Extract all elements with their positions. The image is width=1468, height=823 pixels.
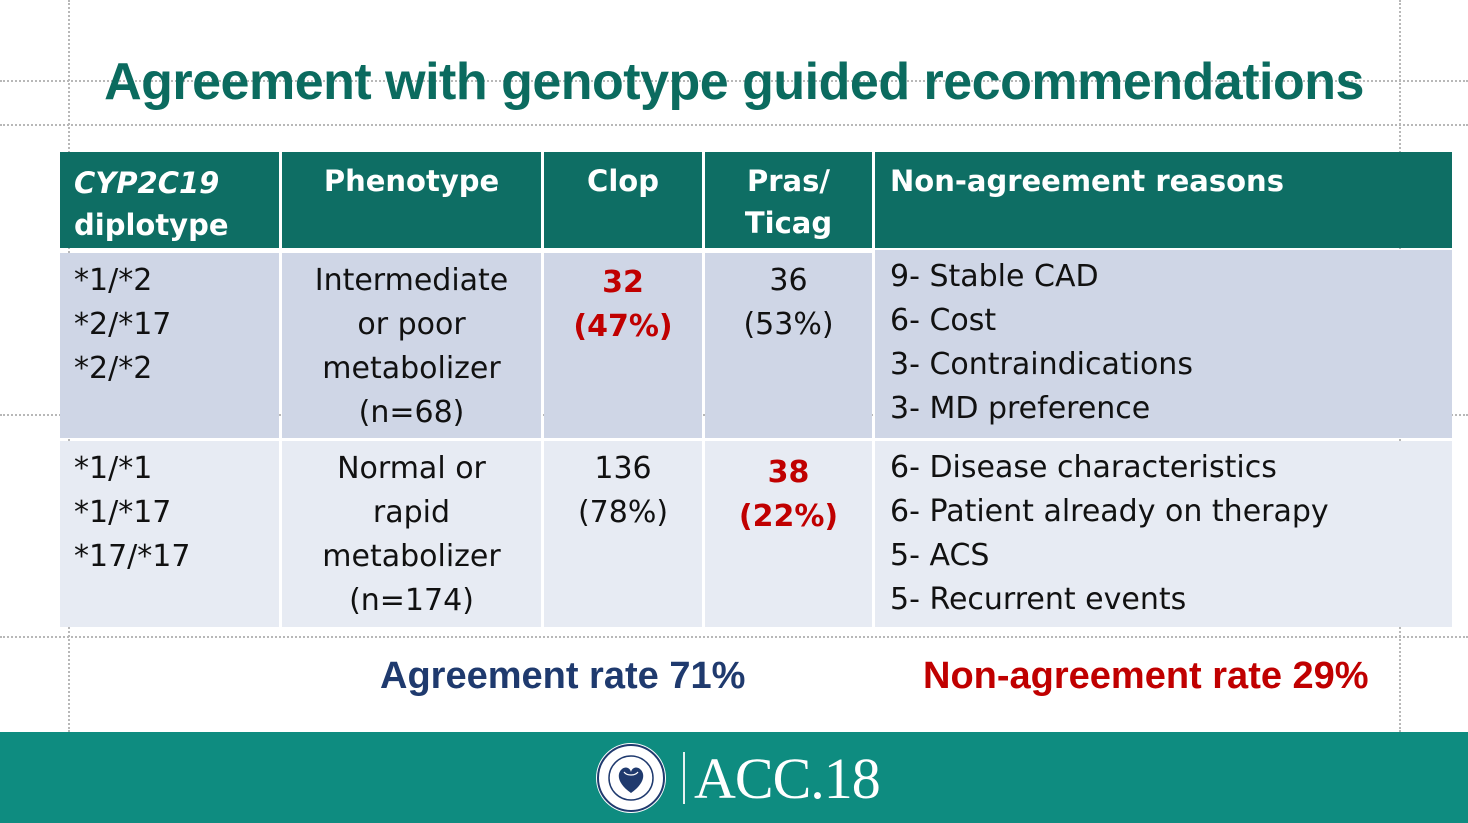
pras-percent: (22%) bbox=[738, 499, 839, 534]
row2-pras bbox=[705, 441, 872, 627]
phenotype-line: or poor bbox=[357, 307, 466, 342]
diplotype-value: *1/*2 bbox=[74, 263, 153, 298]
agreement-rate: Agreement rate 71% bbox=[380, 655, 746, 697]
pras-percent: (53%) bbox=[743, 307, 834, 342]
pras-count: 38 bbox=[767, 455, 810, 490]
acc-seal-icon bbox=[594, 741, 668, 815]
row1-pras bbox=[705, 253, 872, 438]
phenotype-line: Normal or bbox=[337, 451, 486, 486]
grid-line bbox=[0, 124, 1468, 126]
reason-item: 5- Recurrent events bbox=[890, 582, 1187, 617]
row1-phenotype bbox=[282, 253, 541, 438]
phenotype-count: (n=174) bbox=[349, 583, 474, 618]
reason-item: 6- Disease characteristics bbox=[890, 450, 1277, 485]
reason-item: 3- MD preference bbox=[890, 391, 1151, 426]
header-pras-ticag bbox=[705, 152, 872, 248]
row1-diplotypes bbox=[60, 253, 279, 438]
header-ticag: Ticag bbox=[744, 206, 833, 240]
clop-count: 136 bbox=[594, 451, 652, 486]
row1-clop bbox=[544, 253, 702, 438]
page-title: Agreement with genotype guided recommendations bbox=[104, 53, 1364, 111]
phenotype-line: Intermediate bbox=[314, 263, 509, 298]
phenotype-line: metabolizer bbox=[322, 351, 501, 386]
diplotype-value: *1/*17 bbox=[74, 495, 172, 530]
clop-count: 32 bbox=[602, 265, 644, 300]
logo-divider bbox=[683, 752, 685, 804]
phenotype-line: rapid bbox=[372, 495, 451, 530]
header-diplotype-gene: CYP2C19 bbox=[74, 166, 220, 200]
reason-item: 6- Patient already on therapy bbox=[890, 494, 1329, 529]
reason-item: 6- Cost bbox=[890, 303, 997, 338]
row2-reasons bbox=[875, 441, 1452, 627]
diplotype-value: *17/*17 bbox=[74, 539, 191, 574]
header-reasons: Non-agreement reasons bbox=[875, 152, 1452, 248]
reason-item: 3- Contraindications bbox=[890, 347, 1193, 382]
header-diplotype-label: diplotype bbox=[74, 208, 229, 242]
pras-count: 36 bbox=[769, 263, 808, 298]
diplotype-value: *1/*1 bbox=[74, 451, 153, 486]
header-phenotype: Phenotype bbox=[282, 152, 541, 248]
row1-reasons bbox=[875, 250, 1452, 438]
grid-line bbox=[0, 636, 1468, 638]
phenotype-count: (n=68) bbox=[358, 395, 465, 430]
phenotype-line: metabolizer bbox=[322, 539, 501, 574]
diplotype-value: *2/*2 bbox=[74, 351, 153, 386]
clop-percent: (78%) bbox=[577, 495, 669, 530]
header-diplotype bbox=[60, 152, 279, 248]
clop-percent: (47%) bbox=[573, 309, 673, 344]
reason-item: 9- Stable CAD bbox=[890, 259, 1099, 294]
row2-clop bbox=[544, 441, 702, 627]
non-agreement-rate: Non-agreement rate 29% bbox=[923, 655, 1369, 697]
header-clop: Clop bbox=[544, 152, 702, 248]
row2-phenotype bbox=[282, 441, 541, 627]
acc18-logo: ACC.18 bbox=[694, 746, 880, 811]
header-pras: Pras/ bbox=[747, 164, 830, 198]
row2-diplotypes bbox=[60, 441, 279, 627]
reason-item: 5- ACS bbox=[890, 538, 990, 573]
diplotype-value: *2/*17 bbox=[74, 307, 172, 342]
